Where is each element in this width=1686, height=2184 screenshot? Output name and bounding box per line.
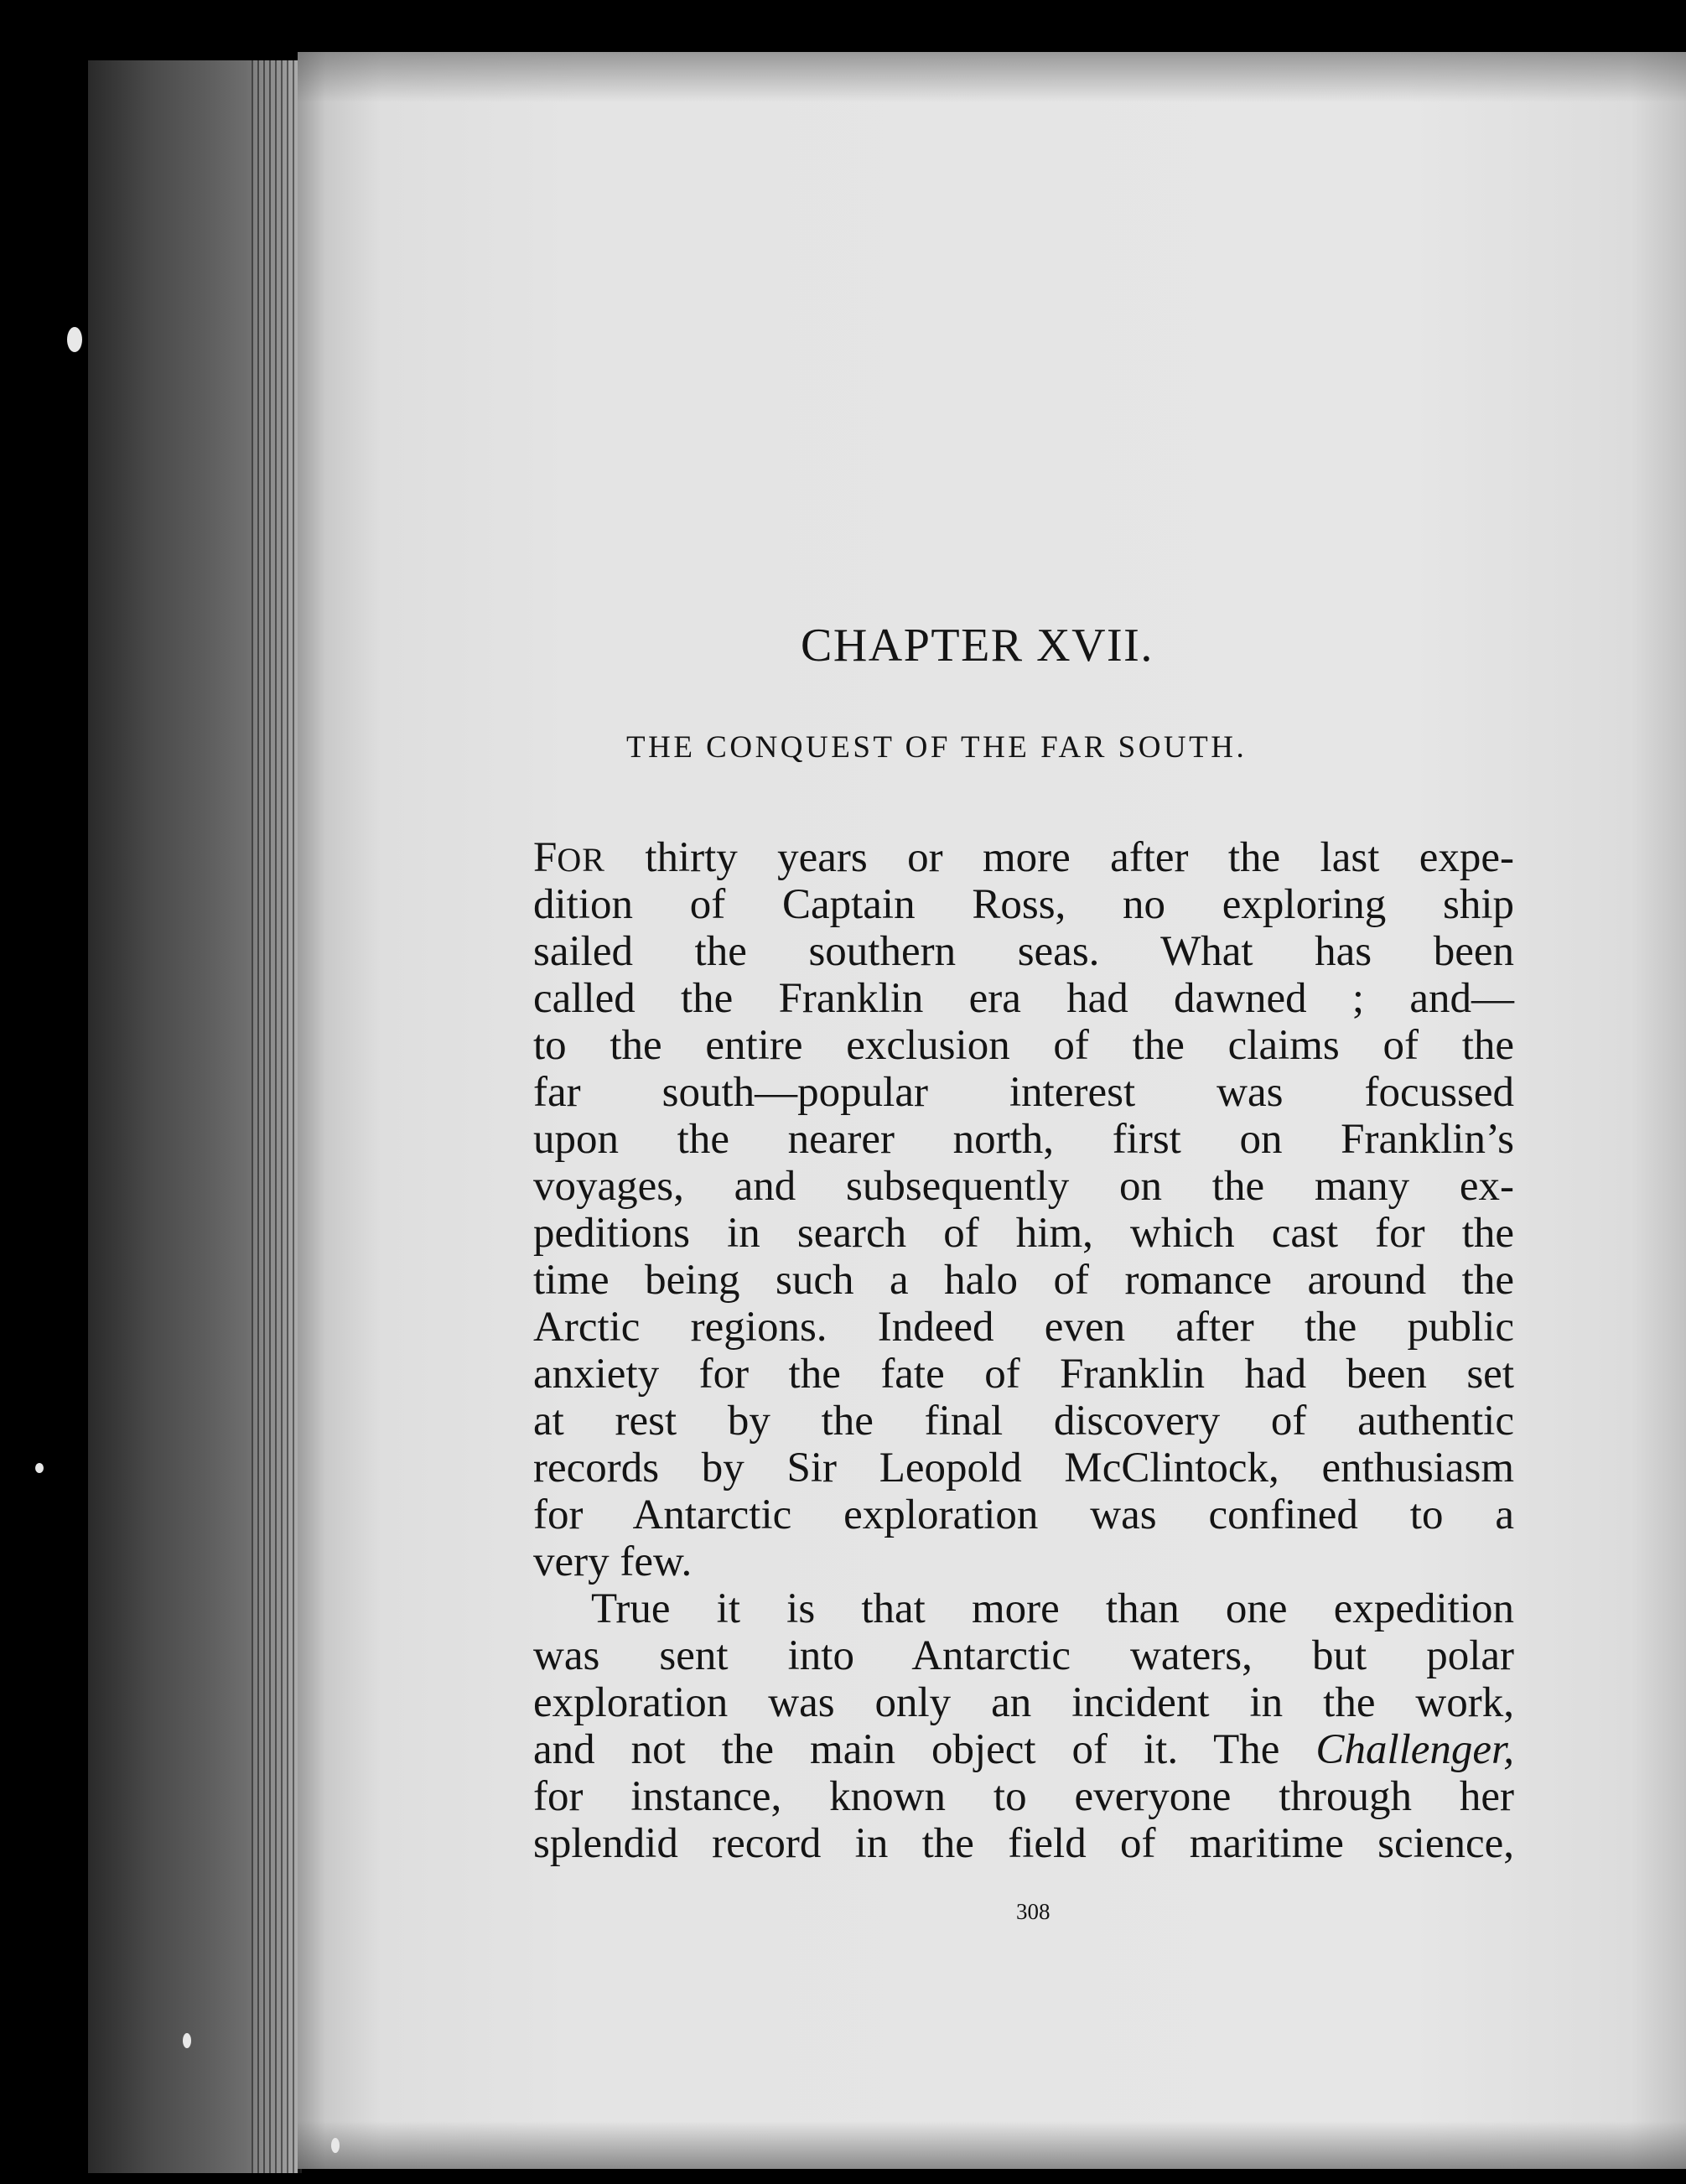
body-line: at rest by the final discovery of authentic	[533, 1398, 1514, 1445]
body-line: was sent into Antarctic waters, but polar	[533, 1632, 1514, 1679]
body-line: Arctic regions. Indeed even after the public	[533, 1304, 1514, 1351]
body-line: exploration was only an incident in the work,	[533, 1679, 1514, 1726]
body-line: sailed the southern seas. What has been	[533, 928, 1514, 975]
body-line: dition of Captain Ross, no exploring ship	[533, 881, 1514, 928]
body-line: for Antarctic exploration was confined to a	[533, 1491, 1514, 1538]
body-line: called the Franklin era had dawned ; and—	[533, 975, 1514, 1022]
body-line: records by Sir Leopold McClintock, enthusiasm	[533, 1445, 1514, 1491]
body-line: far south—popular interest was focussed	[533, 1069, 1514, 1116]
body-line: anxiety for the fate of Franklin had been set	[533, 1351, 1514, 1398]
chapter-title: THE CONQUEST OF THE FAR SOUTH.	[626, 730, 1248, 765]
body-line: upon the nearer north, first on Franklin’s	[533, 1116, 1514, 1163]
body-line: True it is that more than one expedition	[591, 1585, 1514, 1632]
body-line: splendid record in the field of maritime science,	[533, 1820, 1514, 1867]
page-number: 308	[1016, 1899, 1051, 1924]
chapter-number: CHAPTER XVII.	[801, 620, 1154, 672]
body-line: for instance, known to everyone through her	[533, 1773, 1514, 1820]
body-line: to the entire exclusion of the claims of the	[533, 1022, 1514, 1069]
ship-name: Challenger,	[1315, 1726, 1514, 1773]
drop-initial: F	[533, 834, 558, 881]
body-line: and not the main object of it. The Challenger,	[533, 1726, 1514, 1773]
body-line: FOR thirty years or more after the last expe-	[533, 834, 1514, 881]
body-line: voyages, and subsequently on the many ex-	[533, 1163, 1514, 1210]
body-line: time being such a halo of romance around the	[533, 1257, 1514, 1304]
body-line: peditions in search of him, which cast for the	[533, 1210, 1514, 1257]
body-line: very few.	[533, 1538, 693, 1585]
drop-smallcaps: OR	[557, 841, 605, 879]
